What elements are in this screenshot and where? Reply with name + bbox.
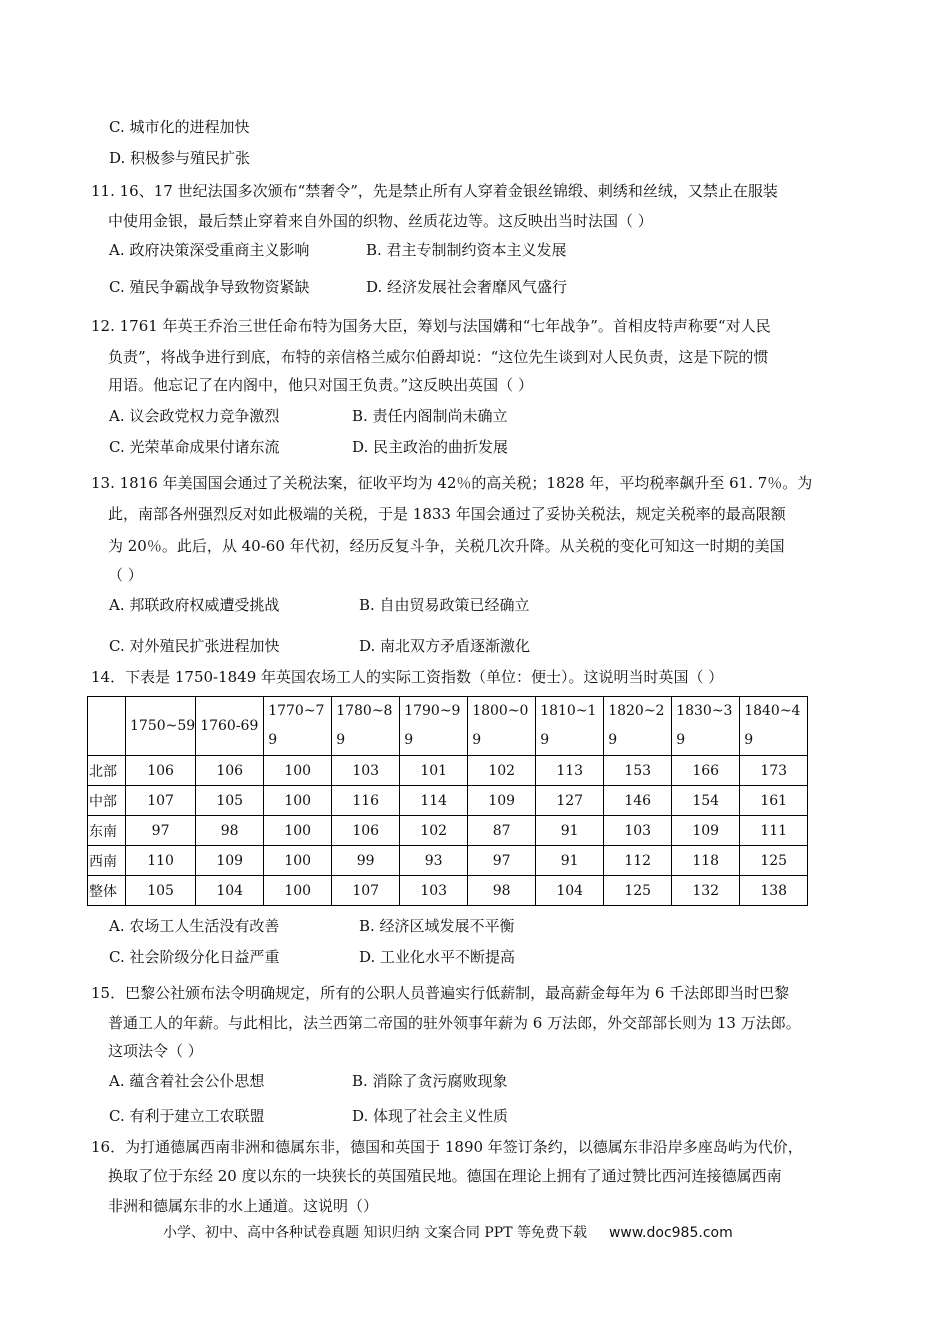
table-cell: 91 — [536, 816, 604, 846]
table-cell: 102 — [468, 756, 536, 786]
table-cell: 166 — [672, 756, 740, 786]
q15-option-d: D. 体现了社会主义性质 — [352, 1107, 509, 1125]
table-row — [88, 846, 808, 876]
table-cell: 106 — [126, 756, 196, 786]
table-cell: 111 — [740, 816, 808, 846]
q15-stem-line-3: 这项法令（ ） — [108, 1042, 203, 1060]
table-cell: 132 — [672, 876, 740, 906]
table-header-cell: 1750~59 — [126, 697, 196, 756]
table-cell: 103 — [400, 876, 468, 906]
table-cell: 100 — [264, 816, 332, 846]
q15-stem-line-2: 普通工人的年薪。与此相比，法兰西第二帝国的驻外领事年薪为 6 万法郎，外交部部长则为 13 万法郎。 — [108, 1014, 801, 1032]
table-cell: 100 — [264, 756, 332, 786]
q13-stem-line-1: 13. 1816 年美国国会通过了关税法案，征收平均为 42％的高关税；1828 年，平均税率飙升至 61. 7％。为 — [91, 474, 813, 492]
q12-stem-line-3: 用语。他忘记了在内阁中，他只对国王负责。”这反映出英国（ ） — [108, 376, 533, 394]
q16-stem-line-2: 换取了位于东经 20 度以东的一块狭长的英国殖民地。德国在理论上拥有了通过赞比西河连接德属西南 — [108, 1167, 782, 1185]
table-cell: 93 — [400, 846, 468, 876]
table-cell: 97 — [126, 816, 196, 846]
table-cell: 146 — [604, 786, 672, 816]
q14-option-c: C. 社会阶级分化日益严重 — [109, 948, 280, 966]
q11-stem-line-2: 中使用金银，最后禁止穿着来自外国的织物、丝质花边等。这反映出当时法国（ ） — [108, 212, 653, 230]
table-cell: 105 — [126, 876, 196, 906]
table-cell: 104 — [536, 876, 604, 906]
table-cell: 100 — [264, 846, 332, 876]
table-cell: 112 — [604, 846, 672, 876]
table-cell: 110 — [126, 846, 196, 876]
q13-option-a: A. 邦联政府权威遭受挑战 — [109, 596, 280, 614]
row-label: 西南 — [88, 846, 126, 876]
table-cell: 99 — [332, 846, 400, 876]
table-header-cell: 1810~1 9 — [536, 697, 604, 756]
q13-option-c: C. 对外殖民扩张进程加快 — [109, 637, 280, 655]
table-cell: 100 — [264, 876, 332, 906]
table-cell: 107 — [126, 786, 196, 816]
q14-option-a: A. 农场工人生活没有改善 — [109, 917, 280, 935]
row-label: 整体 — [88, 876, 126, 906]
q11-stem-line-1: 11. 16、17 世纪法国多次颁布“禁奢令”，先是禁止所有人穿着金银丝锦缎、刺绣和丝绒，又禁止在服装 — [91, 182, 778, 200]
table-cell: 113 — [536, 756, 604, 786]
footer-text: 小学、初中、高中各种试卷真题 知识归纳 文案合同 PPT 等免费下载 — [163, 1225, 587, 1241]
table-row — [88, 786, 808, 816]
table-cell: 103 — [604, 816, 672, 846]
table-cell: 105 — [196, 786, 264, 816]
page-footer — [163, 1222, 733, 1242]
q12-stem-line-2: 负责”，将战争进行到底，布特的亲信格兰威尔伯爵却说：“这位先生谈到对人民负责，这是下院的惯 — [108, 348, 769, 366]
table-cell: 125 — [740, 846, 808, 876]
q14-option-b: B. 经济区域发展不平衡 — [359, 917, 515, 935]
q11-option-c: C. 殖民争霸战争导致物资紧缺 — [109, 278, 310, 296]
q10-option-c: C. 城市化的进程加快 — [109, 118, 250, 136]
table-cell: 161 — [740, 786, 808, 816]
q12-option-b: B. 责任内阁制尚未确立 — [352, 407, 508, 425]
q13-stem-line-4: （ ） — [108, 566, 143, 584]
wage-index-table — [87, 696, 808, 906]
q12-option-c: C. 光荣革命成果付诸东流 — [109, 438, 280, 456]
q10-option-d: D. 积极参与殖民扩张 — [109, 149, 251, 167]
row-label: 东南 — [88, 816, 126, 846]
q11-option-a: A. 政府决策深受重商主义影响 — [109, 241, 310, 259]
q12-option-a: A. 议会政党权力竞争激烈 — [109, 407, 280, 425]
q15-option-b: B. 消除了贪污腐败现象 — [352, 1072, 508, 1090]
table-cell: 87 — [468, 816, 536, 846]
table-cell: 153 — [604, 756, 672, 786]
table-cell: 104 — [196, 876, 264, 906]
table-cell: 127 — [536, 786, 604, 816]
table-header-cell: 1790~9 9 — [400, 697, 468, 756]
q12-stem-line-1: 12. 1761 年英王乔治三世任命布特为国务大臣，筹划与法国媾和“七年战争”。首相皮特声称要“对人民 — [91, 317, 771, 335]
table-header-cell: 1840~4 9 — [740, 697, 808, 756]
q16-stem-line-1: 16．为打通德属西南非洲和德属东非，德国和英国于 1890 年签订条约，以德属东非沿岸多座岛屿为代价， — [91, 1138, 803, 1156]
footer-url[interactable]: www.doc985.com — [608, 1225, 733, 1241]
table-header-cell: 1800~0 9 — [468, 697, 536, 756]
table-header-cell: 1770~7 9 — [264, 697, 332, 756]
table-cell: 125 — [604, 876, 672, 906]
q13-option-d: D. 南北双方矛盾逐渐激化 — [359, 637, 531, 655]
table-cell: 107 — [332, 876, 400, 906]
q13-stem-line-3: 为 20％。此后，从 40-60 年代初，经历反复斗争，关税几次升降。从关税的变化可知这一时期的美国 — [108, 537, 785, 555]
table-cell: 100 — [264, 786, 332, 816]
q12-option-d: D. 民主政治的曲折发展 — [352, 438, 509, 456]
table-header-cell: 1820~2 9 — [604, 697, 672, 756]
q13-option-b: B. 自由贸易政策已经确立 — [359, 596, 530, 614]
q11-option-b: B. 君主专制制约资本主义发展 — [366, 241, 567, 259]
row-label: 中部 — [88, 786, 126, 816]
q11-option-d: D. 经济发展社会奢靡风气盛行 — [366, 278, 568, 296]
table-cell: 109 — [672, 816, 740, 846]
row-label: 北部 — [88, 756, 126, 786]
table-cell: 116 — [332, 786, 400, 816]
table-cell: 97 — [468, 846, 536, 876]
table-header-row — [88, 697, 808, 756]
table-cell: 118 — [672, 846, 740, 876]
table-row — [88, 876, 808, 906]
q15-stem-line-1: 15．巴黎公社颁布法令明确规定，所有的公职人员普遍实行低薪制，最高薪金每年为 6 千法郎即当时巴黎 — [91, 984, 790, 1002]
q16-stem-line-3: 非洲和德属东非的水上通道。这说明（） — [108, 1197, 379, 1215]
q14-stem-line-1: 14．下表是 1750-1849 年英国农场工人的实际工资指数（单位：便士）。这说明当时英国（ ） — [91, 668, 724, 686]
table-cell: 103 — [332, 756, 400, 786]
table-cell: 106 — [196, 756, 264, 786]
table-cell: 101 — [400, 756, 468, 786]
table-cell: 109 — [468, 786, 536, 816]
table-cell: 114 — [400, 786, 468, 816]
table-cell: 154 — [672, 786, 740, 816]
table-row — [88, 756, 808, 786]
q15-option-a: A. 蕴含着社会公仆思想 — [109, 1072, 265, 1090]
table-cell: 173 — [740, 756, 808, 786]
table-cell: 109 — [196, 846, 264, 876]
table-row — [88, 816, 808, 846]
table-header-cell: 1780~8 9 — [332, 697, 400, 756]
table-cell: 98 — [196, 816, 264, 846]
table-header-cell: 1830~3 9 — [672, 697, 740, 756]
table-cell: 102 — [400, 816, 468, 846]
table-cell: 106 — [332, 816, 400, 846]
q14-option-d: D. 工业化水平不断提高 — [359, 948, 516, 966]
table-cell: 98 — [468, 876, 536, 906]
q13-stem-line-2: 此，南部各州强烈反对如此极端的关税，于是 1833 年国会通过了妥协关税法，规定关税率的最高限额 — [108, 505, 786, 523]
table-header-cell: 1760-69 — [196, 697, 264, 756]
table-cell: 91 — [536, 846, 604, 876]
table-cell: 138 — [740, 876, 808, 906]
table-corner-cell — [88, 697, 126, 756]
q15-option-c: C. 有利于建立工农联盟 — [109, 1107, 265, 1125]
